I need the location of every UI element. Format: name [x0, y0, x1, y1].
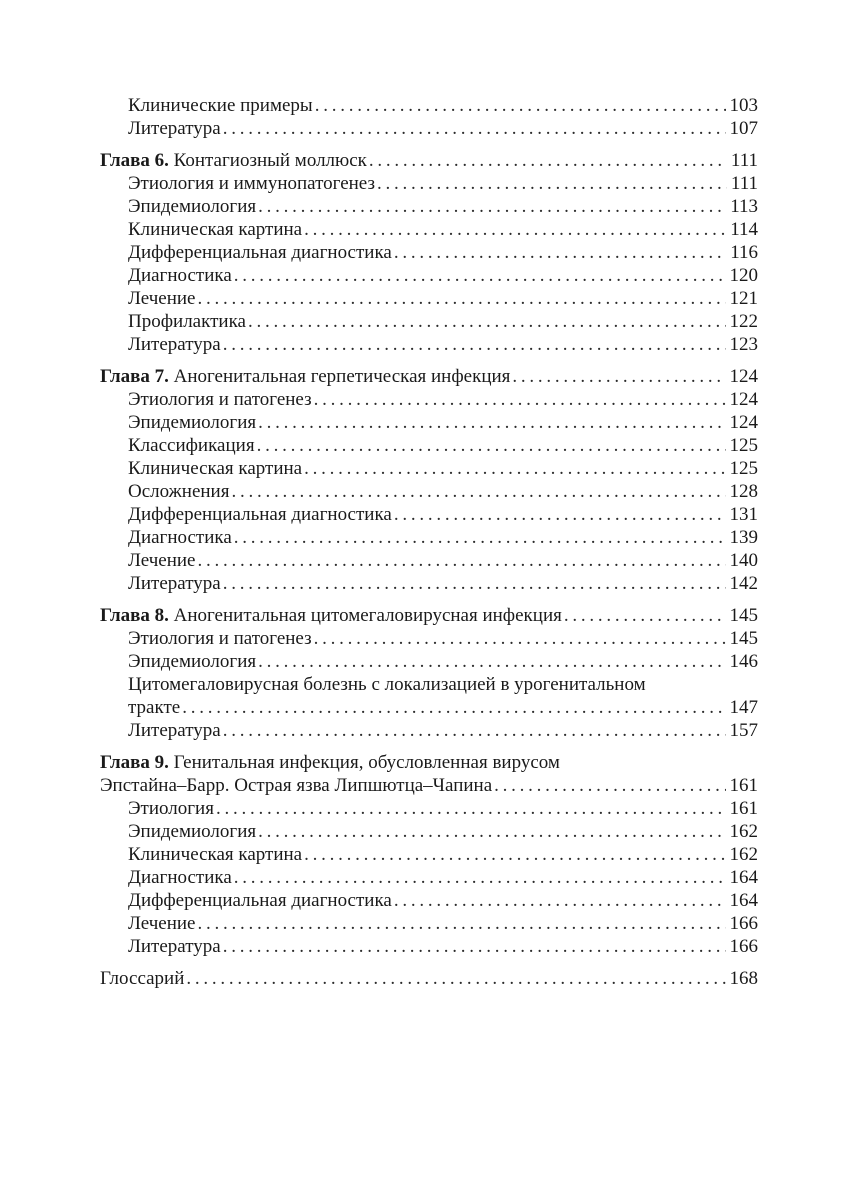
dot-leader — [314, 388, 726, 411]
chapter-title — [100, 604, 562, 627]
toc-page-number: 166 — [729, 936, 758, 957]
toc-page-number: 162 — [729, 821, 758, 842]
toc-page-number: 122 — [729, 311, 758, 332]
toc-entry-title: Клинические примеры — [128, 95, 313, 116]
toc-page-number: 114 — [730, 219, 758, 240]
toc-page-number: 123 — [729, 334, 758, 355]
toc-entry[interactable] — [100, 388, 758, 411]
toc-page-number: 107 — [729, 118, 758, 139]
toc-page-number: 103 — [729, 95, 758, 116]
chapter-label: Глава 8. — [100, 605, 169, 626]
dot-leader — [258, 195, 726, 218]
toc-entry[interactable] — [100, 117, 758, 140]
toc-entry-title: Диагностика — [128, 265, 232, 286]
toc-entry-title: Глоссарий — [100, 968, 185, 989]
dot-leader — [186, 967, 725, 990]
dot-leader — [258, 411, 725, 434]
toc-entry[interactable] — [100, 549, 758, 572]
toc-entry[interactable] — [100, 627, 758, 650]
dot-leader — [494, 774, 725, 797]
toc-page-number: 162 — [729, 844, 758, 865]
dot-leader — [223, 719, 726, 742]
dot-leader — [304, 218, 726, 241]
toc-page-number: 168 — [729, 968, 758, 989]
toc-page-number: 146 — [729, 651, 758, 672]
toc-chapter-8 — [100, 604, 758, 742]
toc-entry-title: Клиническая картина — [128, 458, 303, 479]
dot-leader — [315, 94, 726, 117]
toc-page-number: 124 — [729, 389, 758, 410]
toc-page-number: 157 — [729, 720, 758, 741]
dot-leader — [182, 696, 725, 719]
toc-entry[interactable] — [100, 195, 758, 218]
toc-entry-title: Лечение — [128, 288, 196, 309]
toc-entry-title: Литература — [128, 573, 221, 594]
chapter-title — [100, 365, 510, 388]
toc-entry[interactable] — [100, 457, 758, 480]
toc-page-number: 145 — [729, 628, 758, 649]
toc-entry[interactable] — [100, 889, 758, 912]
toc-page-number: 113 — [730, 196, 758, 217]
chapter-title-line[interactable] — [100, 751, 758, 774]
dot-leader — [369, 149, 727, 172]
toc-chapter-7 — [100, 365, 758, 595]
toc-entry[interactable] — [100, 480, 758, 503]
toc-entry[interactable] — [100, 650, 758, 673]
toc-entry-title: тракте — [128, 697, 181, 718]
dot-leader — [314, 627, 726, 650]
dot-leader — [394, 889, 726, 912]
dot-leader — [234, 526, 726, 549]
toc-entry-title: Эпидемиология — [128, 412, 257, 433]
toc-entry[interactable] — [100, 797, 758, 820]
dot-leader — [512, 365, 725, 388]
dot-leader — [248, 310, 726, 333]
toc-entry[interactable] — [100, 218, 758, 241]
chapter-label: Глава 9. — [100, 752, 169, 773]
toc-entry[interactable] — [100, 287, 758, 310]
toc-entry[interactable] — [100, 843, 758, 866]
toc-entry[interactable] — [100, 967, 758, 990]
toc-chapter-6 — [100, 149, 758, 356]
toc-chapter-heading[interactable] — [100, 774, 758, 797]
toc-page-number: 164 — [729, 890, 758, 911]
toc-entry[interactable] — [100, 696, 758, 719]
toc-entry[interactable] — [100, 333, 758, 356]
toc-page-number: 142 — [729, 573, 758, 594]
toc-page-number: 124 — [729, 412, 758, 433]
toc-entry-title: Эпидемиология — [128, 196, 257, 217]
toc-page-number: 116 — [730, 242, 758, 263]
toc-entry-title: Литература — [128, 118, 221, 139]
toc-page-number: 161 — [729, 775, 758, 796]
toc-entry-title: Профилактика — [128, 311, 246, 332]
dot-leader — [394, 503, 726, 526]
dot-leader — [197, 912, 725, 935]
toc-entry-wrapped-line[interactable]: Цитомегаловирусная болезнь с локализацией в урогенитальном — [128, 674, 646, 695]
toc-chapter-9 — [100, 751, 758, 958]
dot-leader — [258, 820, 725, 843]
dot-leader — [216, 797, 726, 820]
toc-page-number: 124 — [729, 366, 758, 387]
toc-entry[interactable] — [100, 866, 758, 889]
dot-leader — [377, 172, 727, 195]
toc-entry[interactable] — [100, 411, 758, 434]
dot-leader — [223, 117, 726, 140]
toc-entry[interactable] — [100, 241, 758, 264]
toc-entry-title: Клиническая картина — [128, 844, 303, 865]
chapter-label: Глава 6. — [100, 150, 169, 171]
dot-leader — [197, 549, 725, 572]
toc-page-number: 161 — [729, 798, 758, 819]
dot-leader — [231, 480, 725, 503]
toc-entry-title: Эпидемиология — [128, 651, 257, 672]
toc-entry[interactable] — [100, 935, 758, 958]
toc-entry-title: Дифференциальная диагностика — [128, 242, 392, 263]
toc-entry[interactable] — [100, 434, 758, 457]
dot-leader — [223, 935, 726, 958]
dot-leader — [304, 843, 725, 866]
toc-entry[interactable] — [100, 719, 758, 742]
toc-entry[interactable] — [100, 264, 758, 287]
toc-entry[interactable] — [100, 526, 758, 549]
chapter-title — [100, 149, 367, 172]
toc-chapter-heading[interactable] — [100, 149, 758, 172]
toc-entry[interactable] — [100, 503, 758, 526]
toc-entry[interactable] — [100, 310, 758, 333]
dot-leader — [564, 604, 726, 627]
toc-entry-title: Лечение — [128, 550, 196, 571]
toc-page-number: 166 — [729, 913, 758, 934]
toc-entry-title: Литература — [128, 936, 221, 957]
dot-leader — [234, 264, 726, 287]
toc-entry-title: Дифференциальная диагностика — [128, 890, 392, 911]
chapter-name: Генитальная инфекция, обусловленная вирусом — [168, 752, 560, 773]
dot-leader — [223, 333, 726, 356]
dot-leader — [197, 287, 725, 310]
toc-entry-title: Литература — [128, 334, 221, 355]
toc-page-number: 120 — [729, 265, 758, 286]
chapter-name-continued: Эпстайна–Барр. Острая язва Липшютца–Чапина — [100, 775, 493, 796]
toc-entry[interactable] — [100, 912, 758, 935]
toc-entry-title: Литература — [128, 720, 221, 741]
table-of-contents — [100, 94, 758, 999]
chapter-name: Аногенитальная цитомегаловирусная инфекция — [168, 605, 562, 626]
toc-page-number: 121 — [729, 288, 758, 309]
dot-leader — [223, 572, 726, 595]
dot-leader — [258, 650, 725, 673]
toc-page-number: 125 — [729, 458, 758, 479]
toc-entry[interactable] — [100, 172, 758, 195]
toc-page-number: 131 — [729, 504, 758, 525]
toc-entry-title: Диагностика — [128, 867, 232, 888]
toc-entry-title: Осложнения — [128, 481, 230, 502]
toc-entry[interactable] — [100, 572, 758, 595]
toc-page-number: 145 — [729, 605, 758, 626]
toc-page-number: 111 — [730, 173, 758, 194]
toc-page-number: 128 — [729, 481, 758, 502]
toc-entry-title: Этиология и иммунопатогенез — [128, 173, 375, 194]
toc-entry-title: Дифференциальная диагностика — [128, 504, 392, 525]
toc-section-glossary — [100, 967, 758, 990]
toc-page-number: 139 — [729, 527, 758, 548]
chapter-name: Аногенитальная герпетическая инфекция — [168, 366, 511, 387]
toc-entry[interactable] — [100, 820, 758, 843]
toc-chapter-heading[interactable] — [100, 365, 758, 388]
chapter-name: Контагиозный моллюск — [168, 150, 367, 171]
toc-entry-title: Диагностика — [128, 527, 232, 548]
toc-entry-title: Эпидемиология — [128, 821, 257, 842]
toc-entry-title: Этиология — [128, 798, 214, 819]
toc-entry[interactable] — [100, 94, 758, 117]
toc-section-intro — [100, 94, 758, 140]
toc-page-number: 147 — [729, 697, 758, 718]
toc-entry-title: Этиология и патогенез — [128, 628, 312, 649]
toc-page-number: 164 — [729, 867, 758, 888]
chapter-label: Глава 7. — [100, 366, 169, 387]
toc-chapter-heading[interactable] — [100, 604, 758, 627]
dot-leader — [304, 457, 725, 480]
toc-page-number: 140 — [729, 550, 758, 571]
dot-leader — [257, 434, 726, 457]
toc-entry-title: Лечение — [128, 913, 196, 934]
dot-leader — [234, 866, 726, 889]
toc-page-number: 111 — [730, 150, 758, 171]
toc-entry-title: Клиническая картина — [128, 219, 303, 240]
toc-page-number: 125 — [729, 435, 758, 456]
toc-entry-title: Этиология и патогенез — [128, 389, 312, 410]
toc-entry-title: Классификация — [128, 435, 255, 456]
dot-leader — [394, 241, 726, 264]
